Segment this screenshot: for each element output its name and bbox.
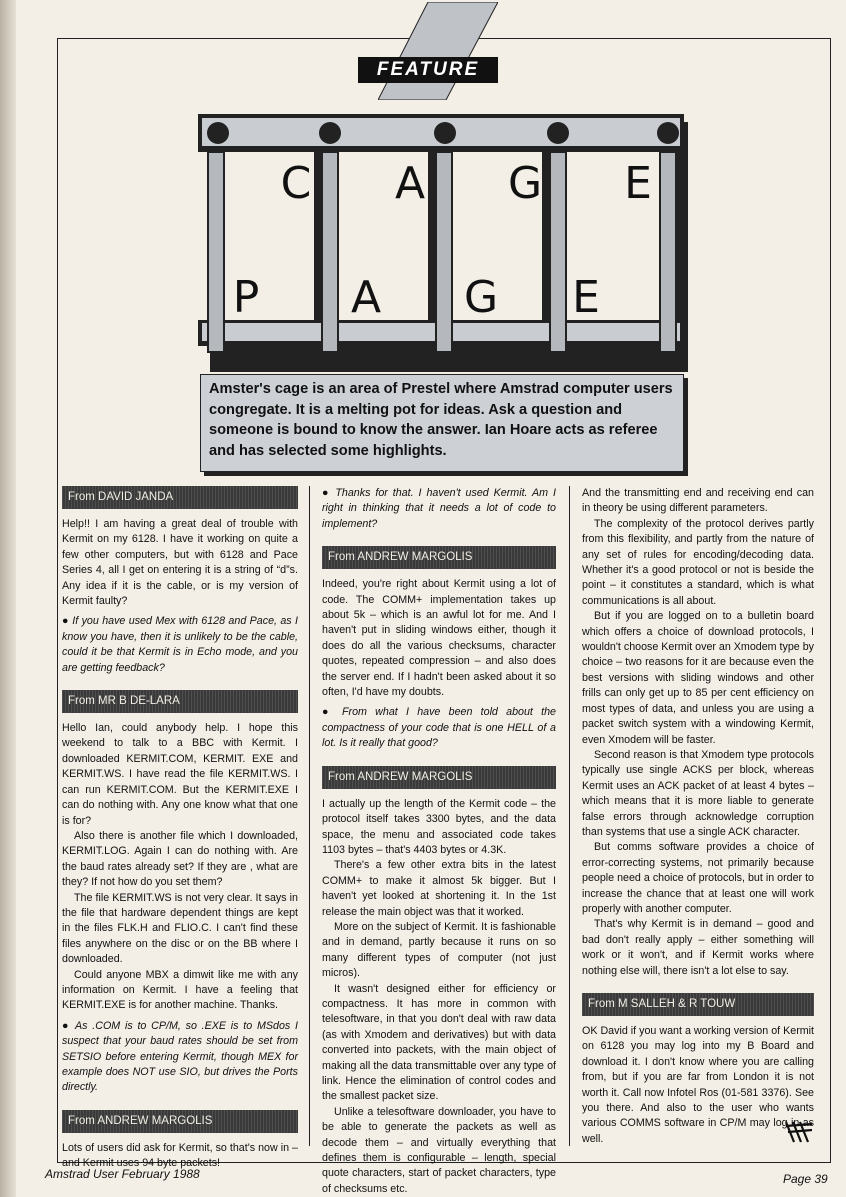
- letter-header: From M SALLEH & R TOUW: [582, 993, 814, 1016]
- cage-page-title-graphic: [198, 112, 688, 374]
- letter-text: There's a few other extra bits in the latest COMM+ to make it almost 5k bigger. But I haven't yet looked at shortening it. In the 1st release the main object was that it worked.: [322, 859, 556, 918]
- reply-text: If you have used Mex with 6128 and Pace, as I know you have, then it is unlikely to be the cable, could it be that Kermit is in Echo mode, and you are getting feedback?: [62, 615, 298, 674]
- reply-text: Thanks for that. I haven't used Kermit. Am I right in thinking that it needs a lot of code to implement?: [322, 487, 556, 530]
- letter-text: The complexity of the protocol derives partly from this flexibility, and partly from the nature of any set of rules for encoding/decoding data. Whether it's a good protocol or not is beside the point – it constitutes a standard, which is what communications is all about.: [582, 517, 814, 607]
- intro-box: Amster's cage is an area of Prestel where Amstrad computer users congregate. It is a melting pot for ideas. Ask a question and someone is bound to know the answer. Ian Hoare acts as referee and has selected some highlights.: [200, 374, 684, 472]
- bullet-icon: ●: [322, 706, 342, 719]
- title-letter: A: [394, 158, 426, 209]
- letter-text: Unlike a telesoftware downloader, you have to be able to generate the packets as well as decode them – and virtually everything that defines them is configurable – length, special quote characters, start of packet characters, type of checksums etc.: [322, 1105, 556, 1195]
- editor-reply: [322, 705, 556, 751]
- column-3: [582, 486, 814, 1147]
- column-rule: [309, 486, 310, 1146]
- title-letter: P: [232, 272, 260, 323]
- letter-header: From ANDREW MARGOLIS: [62, 1110, 298, 1133]
- letter-text: But comms software provides a choice of error-correcting systems, not primarily because people need a choice of protocols, but in order to increase the chance that at least one will work properly with another computer.: [582, 841, 814, 915]
- reply-text: As .COM is to CP/M, so .EXE is to MSdos I suspect that your baud rates should be set from SETSIO before entering Kermit, though MEX for example does NOT use SIO, but drives the Ports directly.: [62, 1019, 298, 1094]
- page-spine-shadow: [0, 0, 16, 1197]
- title-letter: A: [350, 272, 382, 323]
- letter-text: That's why Kermit is in demand – good and bad don't really apply – either something will work or it won't, and if Kermit works where nothing else will, there isn't a lot else to say.: [582, 918, 814, 977]
- reply-text: From what I have been told about the compactness of your code that is one HELL of a lot. Is it really that good?: [322, 706, 556, 750]
- column-1: [62, 486, 298, 1172]
- letter-text: Could anyone MBX a dimwit like me with any information on Kermit. I have a feeling that KERMIT.EXE is for another machine. Thanks.: [62, 968, 298, 1012]
- footer-issue: Amstrad User February 1988: [45, 1167, 200, 1181]
- letter-text: Second reason is that Xmodem type protocols typically use single ACKS per block, whereas Kermit uses an ACK packet of at least 4 bytes – which means that it is more liable to generate false errors through acknowledge corruption than systems that use a single ACK character.: [582, 748, 814, 838]
- letter-text: I actually up the length of the Kermit code – the protocol itself takes 3300 bytes, and the data space, the menu and associated code takes 1103 bytes – that's 4403 bytes or 4.3K.: [322, 797, 556, 856]
- letter-header: From ANDREW MARGOLIS: [322, 546, 556, 569]
- title-letter: G: [507, 158, 543, 209]
- letter-header: From MR B DE-LARA: [62, 690, 298, 713]
- letter-text: It wasn't designed either for efficiency or compactness. It has more in common with telesoftware, in that you don't deal with raw data (as with Xmodem and derivatives) but with data converted into packets, with the main object of making all the data transmittable over any type of link. Hence the elimination of control codes and the smallest packet size.: [322, 982, 556, 1103]
- letter-text: And the transmitting end and receiving end can in theory be using different parameters.: [582, 487, 814, 515]
- bullet-icon: ●: [62, 1019, 76, 1032]
- bullet-icon: ●: [322, 487, 336, 499]
- title-letter: E: [572, 272, 600, 323]
- title-letter: E: [624, 158, 652, 209]
- column-rule: [569, 486, 570, 1146]
- letter-text: The file KERMIT.WS is not very clear. It says in the file that hardware dependent things are kept in the files FLK.H and FLIO.C. I can't find these files anywhere on the disc or on the BB where I downloaded.: [62, 891, 298, 966]
- letter-text: Also there is another file which I downloaded, KERMIT.LOG. Again I can do nothing with. Are the baud rates already set? If they are , what are they? If not how do you set them?: [62, 829, 298, 889]
- column-2: [322, 486, 556, 1197]
- letter-text: But if you are logged on to a bulletin board which offers a choice of download protocols, I wouldn't choose Kermit over an Xmodem type by choice – two reasons for it are because even the best versions with sliding windows and other frills can only get up to 85 per cent efficiency on most types of data, and unless you are using a packet switch system with a windowing Kermit, even Xmodem will be faster.: [582, 610, 814, 746]
- title-letter: C: [280, 158, 312, 209]
- editor-reply: [62, 614, 298, 676]
- letter-header: From ANDREW MARGOLIS: [322, 766, 556, 789]
- section-label: FEATURE: [358, 57, 498, 83]
- letter-text: Hello Ian, could anybody help. I hope this weekend to talk to a BBC with Kermit. I downloaded KERMIT.COM, KERMIT. EXE and KERMIT.WS. I have read the file KERMIT.WS. I can run KERMIT.COM. But the KERMIT.EXE I can do nothing with. Any one know what that one is for?: [62, 722, 298, 827]
- title-letter: G: [463, 272, 499, 323]
- letter-text: OK David if you want a working version of Kermit on 6128 you may log into my B Board and download it. I don't know where you are calling from, but if you are far from London it is not worth it. Call now Infotel Ros (01-581 3376). See you there. And also to the user who wants various COMMS software in CP/M may log in as well.: [582, 1025, 814, 1145]
- letter-text: Indeed, you're right about Kermit using a lot of code. The COMM+ implementation takes up about 5k – which is an awful lot for me. And I haven't put in sliding windows either, though it does do all the various checksums, character quotes, repeated compression – and also does the server end. If I hadn't been asked about it so often, I'd have my doubts.: [322, 578, 556, 699]
- letter-text: Lots of users did ask for Kermit, so that's now in – and Kermit uses 94 byte packets!: [62, 1141, 298, 1170]
- bullet-icon: ●: [62, 615, 73, 628]
- letter-header: From DAVID JANDA: [62, 486, 298, 509]
- editor-reply: [62, 1019, 298, 1096]
- letter-text: More on the subject of Kermit. It is fashionable and in demand, partly because it runs on so many different types of computer (not just micros).: [322, 920, 556, 980]
- letter-text: Help!! I am having a great deal of trouble with Kermit on my 6128. I have it working on quite a few other computers, but with 6128 and Pace Series 4, all I get on entering it is a string of “d”s. Any idea if it is the cable, or is my version of Kermit faulty?: [62, 518, 298, 608]
- editor-reply: [322, 486, 556, 532]
- footer-page-number: Page 39: [783, 1172, 828, 1186]
- end-mark-icon: [784, 1118, 814, 1146]
- diagonal-stripe-graphic: [378, 2, 498, 100]
